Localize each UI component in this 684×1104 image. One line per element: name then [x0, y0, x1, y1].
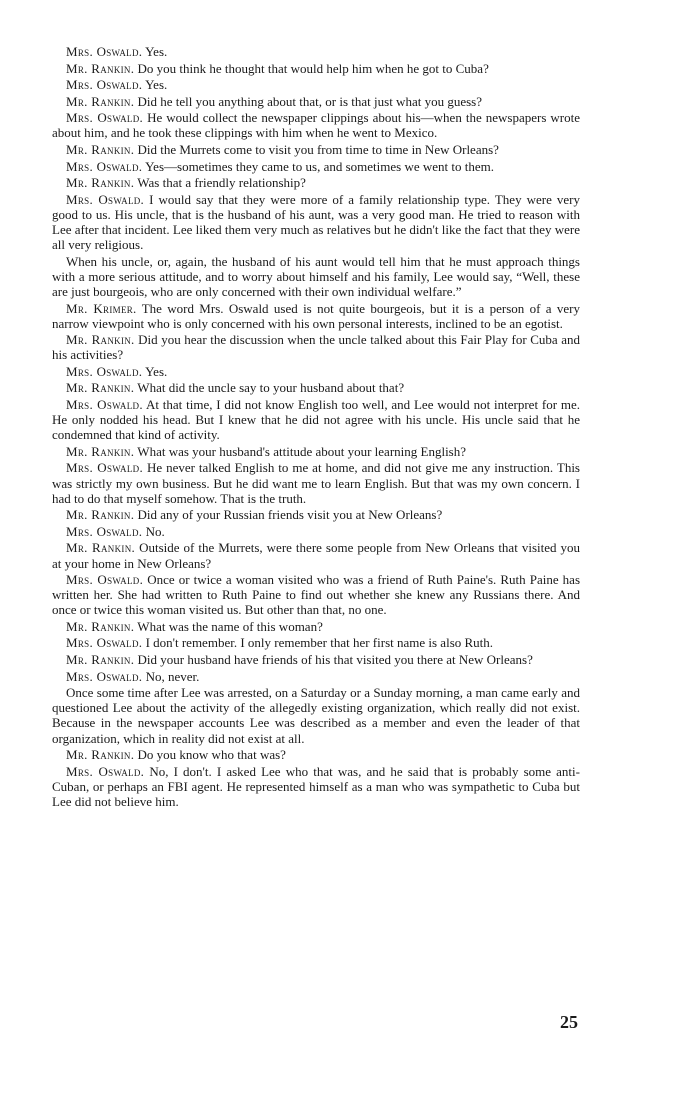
transcript-body [52, 44, 580, 809]
paragraph-text: He would collect the newspaper clippings about his—when the newspapers wrote about him, and he took these clippings with him when he went to Mexico. [52, 110, 580, 141]
paragraph-text: He never talked English to me at home, and did not give me any instruction. This was strictly my own business. But he did want me to learn English. But that was my own concern. I had to do that myself somehow. That is the truth. [52, 460, 580, 506]
paragraph-text: Once or twice a woman visited who was a friend of Ruth Paine's. Ruth Paine has written her. She had written to Ruth Paine to find out whether she knew any Russians there. And once or twice this woman visited us. But other than that, no one. [52, 572, 581, 618]
paragraph-text: Yes. [145, 44, 168, 59]
paragraph-text: Did your husband have friends of his that visited you there at New Orleans? [137, 652, 533, 668]
speaker-label: Mr. Rankin. [66, 142, 135, 158]
paragraph-text: Yes. [145, 363, 168, 379]
speaker-label: Mrs. Oswald. [66, 763, 145, 779]
paragraph-text: I don't remember. I only remember that her first name is also Ruth. [145, 635, 494, 651]
page-number: 25 [560, 1012, 578, 1032]
paragraph [52, 669, 580, 684]
paragraph [52, 747, 580, 762]
paragraph-text: When his uncle, or, again, the husband of his aunt would tell him that he must approach things with a more serious attitude, and to worry about himself and his family, Lee would say, “Well, these are just bourgeois, who are only concerned with their own individual welfare.” [52, 253, 580, 299]
paragraph-text: Yes—sometimes they came to us, and sometimes we went to them. [145, 158, 494, 174]
paragraph [52, 44, 580, 59]
paragraph [52, 192, 580, 252]
speaker-label: Mrs. Oswald. [66, 397, 143, 413]
speaker-label: Mrs. Oswald. [66, 44, 143, 59]
paragraph [52, 332, 580, 362]
paragraph-text: Did the Murrets come to visit you from time to time in New Orleans? [137, 142, 499, 158]
paragraph [52, 635, 580, 650]
paragraph-text: What was the name of this woman? [137, 618, 323, 634]
speaker-label: Mrs. Oswald. [66, 668, 143, 684]
paragraph-text: Did he tell you anything about that, or is that just what you guess? [137, 93, 482, 109]
paragraph-text: No. [145, 523, 165, 539]
speaker-label: Mrs. Oswald. [66, 110, 144, 126]
speaker-label: Mr. Rankin. [66, 540, 136, 556]
paragraph [52, 61, 580, 76]
paragraph [52, 380, 580, 395]
paragraph [52, 94, 580, 109]
paragraph [52, 764, 580, 809]
paragraph [52, 524, 580, 539]
paragraph-text: Do you know who that was? [137, 747, 286, 763]
speaker-label: Mrs. Oswald. [66, 572, 144, 588]
speaker-label: Mr. Rankin. [66, 93, 135, 109]
speaker-label: Mr. Krimer. [66, 300, 137, 316]
paragraph [52, 110, 580, 140]
paragraph-text: The word Mrs. Oswald used is not quite bourgeois, but it is a person of a very narrow viewpoint who is only concerned with his own personal interests, inclined to be an egotist. [52, 300, 580, 331]
paragraph [52, 175, 580, 190]
speaker-label: Mrs. Oswald. [66, 191, 145, 207]
paragraph-text: Was that a friendly relationship? [137, 175, 306, 191]
speaker-label: Mr. Rankin. [66, 507, 135, 523]
paragraph [52, 397, 580, 442]
paragraph-text: Did you hear the discussion when the uncle talked about this Fair Play for Cuba and his activities? [52, 332, 581, 363]
speaker-label: Mr. Rankin. [66, 380, 135, 396]
paragraph-text: Once some time after Lee was arrested, on a Saturday or a Sunday morning, a man came early and questioned Lee about the activity of the allegedly existing organization, which really did not exist. Because in the newspaper accounts Lee was described as a member and even the leader of that organization, which in reality did not exist at all. [52, 685, 580, 746]
speaker-label: Mr. Rankin. [66, 652, 135, 668]
paragraph [52, 142, 580, 157]
paragraph-text: Did any of your Russian friends visit you at New Orleans? [137, 507, 443, 523]
paragraph [52, 254, 580, 299]
paragraph [52, 685, 580, 745]
paragraph-text: I would say that they were more of a family relationship type. They were very good to us. His uncle, that is the husband of his aunt, was a very good man. He tried to reason with Lee after that incident. Lee liked them very much as relatives but he didn't like the fact that they were all very religious. [52, 191, 580, 253]
paragraph-text: Yes. [145, 77, 168, 93]
speaker-label: Mr. Rankin. [66, 332, 135, 348]
paragraph [52, 77, 580, 92]
paragraph-text: What did the uncle say to your husband about that? [137, 380, 405, 396]
paragraph [52, 619, 580, 634]
paragraph [52, 460, 580, 505]
paragraph [52, 507, 580, 522]
speaker-label: Mr. Rankin. [66, 175, 135, 191]
speaker-label: Mr. Rankin. [66, 443, 135, 459]
paragraph [52, 301, 580, 331]
paragraph-text: At that time, I did not know English too well, and Lee would not interpret for me. He only nodded his head. But I knew that he did not agree with his uncle. His uncle said that he condemned that kind of activity. [52, 397, 580, 443]
paragraph [52, 159, 580, 174]
paragraph [52, 572, 580, 617]
speaker-label: Mrs. Oswald. [66, 635, 143, 651]
paragraph [52, 540, 580, 570]
speaker-label: Mr. Rankin. [66, 60, 135, 76]
speaker-label: Mrs. Oswald. [66, 523, 143, 539]
speaker-label: Mrs. Oswald. [66, 460, 144, 476]
paragraph [52, 444, 580, 459]
paragraph-text: What was your husband's attitude about your learning English? [137, 443, 467, 459]
paragraph-text: No, never. [145, 668, 200, 684]
paragraph-text: Outside of the Murrets, were there some people from New Orleans that visited you at your home in New Orleans? [52, 540, 581, 571]
paragraph [52, 652, 580, 667]
paragraph-text: No, I don't. I asked Lee who that was, and he said that is probably some anti-Cuban, or perhaps an FBI agent. He represented himself as a man who was sympathetic to Cuba but Lee did not believe him. [52, 763, 580, 809]
speaker-label: Mrs. Oswald. [66, 363, 143, 379]
paragraph-text: Do you think he thought that would help him when he got to Cuba? [137, 60, 489, 76]
paragraph [52, 364, 580, 379]
speaker-label: Mrs. Oswald. [66, 158, 143, 174]
speaker-label: Mr. Rankin. [66, 747, 135, 763]
speaker-label: Mrs. Oswald. [66, 77, 143, 93]
speaker-label: Mr. Rankin. [66, 618, 135, 634]
